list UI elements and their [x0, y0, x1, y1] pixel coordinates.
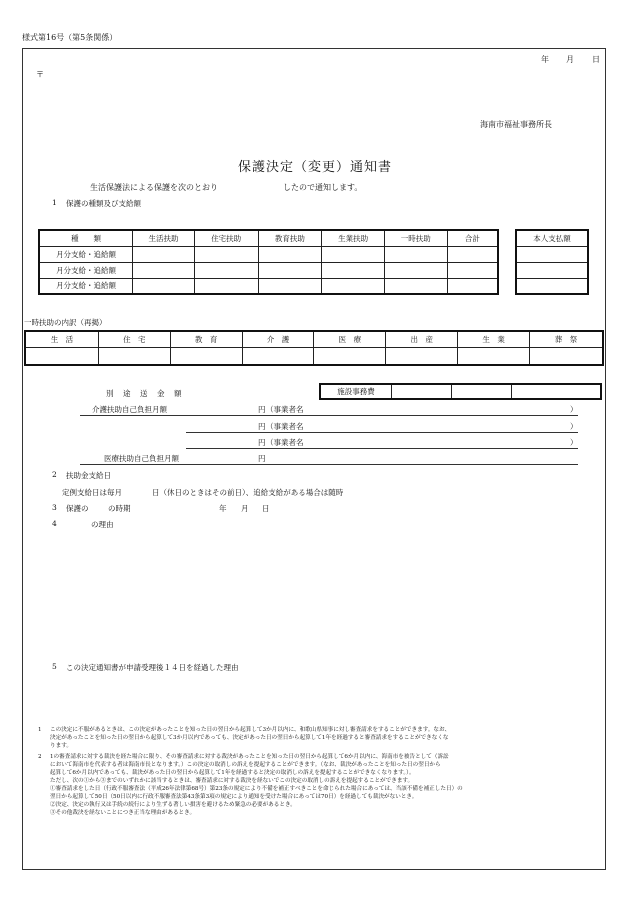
section3-day: 日 [262, 504, 270, 513]
table-row [39, 246, 498, 262]
intro-post: したので通知します。 [283, 183, 363, 192]
provider-label-3: （事業者名 [266, 438, 304, 447]
header-housing: 住宅扶助 [194, 230, 258, 246]
self-pay-header: 本人支払額 [516, 230, 588, 246]
temp-header-living: 生 活 [25, 331, 98, 347]
separate-remit-label: 別 途 送 金 額 [106, 389, 183, 398]
date-day: 日 [592, 55, 600, 64]
row-label: 月分支給・追給額 [39, 278, 133, 294]
table-row [25, 347, 603, 365]
close-paren-3: ） [570, 438, 578, 447]
temp-header-education: 教 育 [170, 331, 242, 347]
temp-header-medical: 医 療 [314, 331, 386, 347]
header-occupation: 生業扶助 [322, 230, 385, 246]
date-month: 月 [566, 55, 574, 64]
section4-num: 4 [52, 519, 57, 528]
form-number: 様式第16号（第5条関係） [22, 33, 118, 42]
table-row [39, 278, 498, 294]
header-type: 種 類 [39, 230, 133, 246]
section2-detail-post: 日（休日のときはその前日）、追給支給がある場合は随時 [152, 488, 344, 497]
temp-breakdown-table [24, 330, 604, 366]
section1-label: 保護の種類及び支給額 [66, 199, 141, 208]
note-1: 1 この決定に不服があるときは、この決定があったことを知った日の翌日から起算して3か月以内に、和歌山県知事に対し審査請求をすることができます。なお、 決定があったことを知った日の翌日から起算して3か月以内であっても、決定があった日の翌日から起算して1年を経過すると審査請求をすることができなくな ります。 [38, 727, 451, 749]
facility-fee-label: 施設事務費 [320, 384, 392, 399]
issuer-name: 海南市福祉事務所長 [480, 120, 552, 129]
date-year: 年 [541, 55, 549, 64]
benefit-header-row [39, 230, 498, 246]
yen-4: 円 [258, 454, 266, 463]
self-pay-table [515, 229, 589, 295]
section3-month: 月 [241, 504, 249, 513]
section3-label-pre: 保護の [66, 504, 89, 513]
header-living: 生活扶助 [133, 230, 195, 246]
notes [38, 726, 590, 817]
section3-label-post: の時期 [108, 504, 131, 513]
header-temporary: 一時扶助 [384, 230, 447, 246]
row-label: 月分支給・追給額 [39, 262, 133, 278]
yen-2: 円 [258, 422, 266, 431]
section2-num: 2 [52, 470, 57, 479]
section2-detail-pre: 定例支給日は毎月 [62, 488, 122, 497]
section3-year: 年 [219, 504, 227, 513]
temp-header-row [25, 331, 603, 347]
intro-pre: 生活保護法による保護を次のとおり [90, 183, 218, 192]
temp-header-occupation: 生 業 [458, 331, 530, 347]
temp-header-childbirth: 出 産 [386, 331, 458, 347]
section4-label: の理由 [91, 520, 114, 529]
medical-self-pay-label: 医療扶助自己負担月額 [104, 454, 179, 463]
postal-mark: 〒 [36, 70, 44, 79]
table-row [39, 262, 498, 278]
temp-section-label: 一時扶助の内訳（再掲） [24, 318, 107, 327]
note-2: 2 1の審査請求に対する裁決を経た場合に限り、その審査請求に対する裁決があったことを知った日の翌日から起算して6か月以内に、海南市を被告として（訴訟 において海南市を代表する者は海南市長となります。）この決定の取消しの訴えを提起することができます。（なお、裁決があったことを知った日の翌日から 起算して6か月以内であっても、裁決があった日の翌日から起算して1年を経過すると決定の取消しの訴えを提起することができなくなります。）。 ただし、次の①から③までのいずれかに該当するときは、審査請求に対する裁決を経ないでこの決定の取消しの訴えを提起することができます。 ①審査請求をした日（行政不服審査法（平成26年法律第68号）第23条の規定により不備を補正すべきことを命じられた場合にあっては、当該不備を補正した日）の 翌日から起算して50日（50日以内に行政不服審査法第43条第3項の規定により通知を受けた場合にあっては70日）を経過しても裁決がないとき。 ②決定、決定の執行又は手続の続行により生ずる著しい損害を避けるため緊急の必要があるとき。 ③その他裁決を経ないことにつき正当な理由があるとき。 [38, 754, 463, 816]
close-paren-1: ） [570, 405, 578, 414]
temp-header-care: 介 護 [242, 331, 314, 347]
temp-header-housing: 住 宅 [98, 331, 170, 347]
section5-label: この決定通知書が申請受理後１４日を経過した理由 [66, 663, 239, 672]
section2-label: 扶助金支給日 [66, 471, 111, 480]
temp-header-funeral: 葬 祭 [530, 331, 603, 347]
facility-fee-table [319, 383, 602, 400]
section1-num: 1 [52, 198, 57, 207]
section3-num: 3 [52, 503, 57, 512]
document-title: 保護決定（変更）通知書 [237, 160, 392, 175]
yen-1: 円 [258, 405, 266, 414]
provider-label-2: （事業者名 [266, 422, 304, 431]
header-education: 教育扶助 [258, 230, 322, 246]
row-label: 月分支給・追給額 [39, 246, 133, 262]
provider-label-1: （事業者名 [266, 405, 304, 414]
close-paren-2: ） [570, 422, 578, 431]
yen-3: 円 [258, 438, 266, 447]
care-self-pay-label: 介護扶助自己負担月額 [92, 405, 167, 414]
section5-num: 5 [52, 662, 57, 671]
header-total: 合計 [447, 230, 498, 246]
benefit-table [38, 229, 499, 295]
